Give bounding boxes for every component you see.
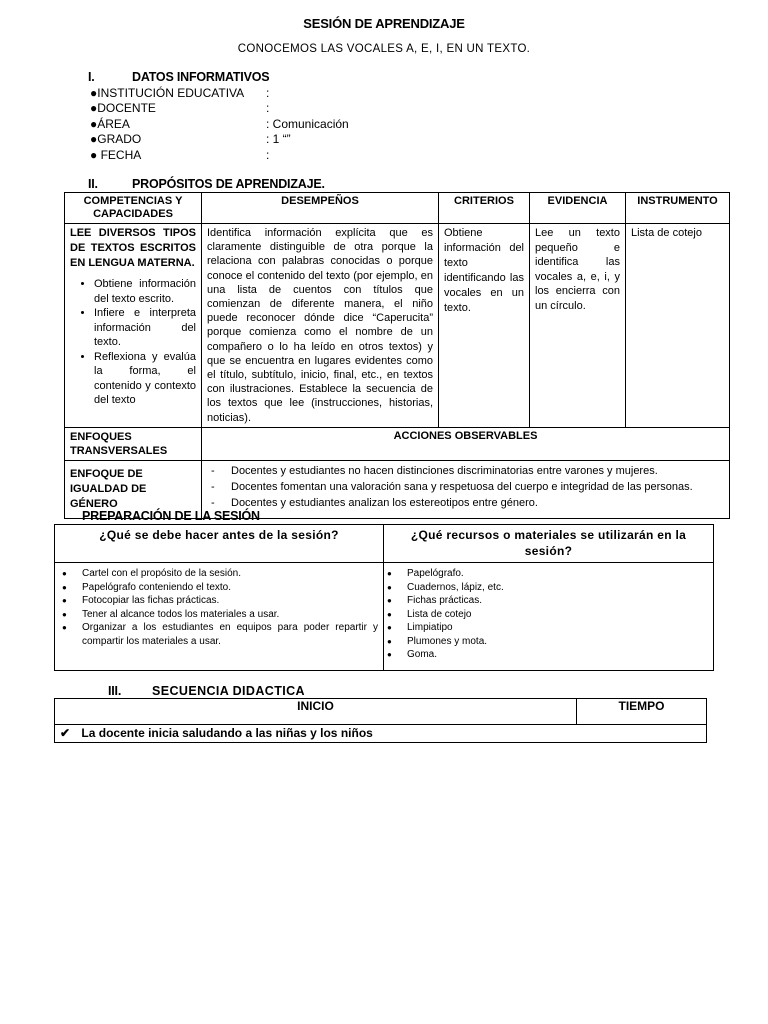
info-value: : 1 “” — [266, 132, 291, 146]
antes-cell — [55, 563, 384, 671]
header-evidencia: EVIDENCIA — [530, 193, 626, 224]
antes-item: ● Papelógrafo conteniendo el texto. — [82, 581, 378, 595]
antes-item: ● Fotocopiar las fichas prácticas. — [82, 594, 378, 608]
page-title: SESIÓN DE APRENDIZAJE — [303, 16, 465, 31]
instrumento-cell: Lista de cotejo — [626, 224, 730, 428]
antes-item: ● Cartel con el propósito de la sesión. — [82, 567, 378, 581]
header-instrumento: INSTRUMENTO — [626, 193, 730, 224]
preparacion-col2-header: ¿Qué recursos o materiales se utilizarán en la sesión? — [384, 525, 714, 563]
preparacion-col1-header: ¿Qué se debe hacer antes de la sesión? — [55, 525, 384, 563]
recurso-item: ● Cuadernos, lápiz, etc. — [407, 581, 708, 595]
preparacion-title: PREPARACIÓN DE LA SESIÓN — [82, 509, 260, 523]
info-label: ●DOCENTE — [90, 101, 156, 115]
enfoque-cell: ENFOQUE DE IGUALDAD DE GÉNERO — [65, 460, 202, 518]
page-subtitle: CONOCEMOS LAS VOCALES A, E, I, EN UN TEXTO. — [237, 43, 531, 55]
section3-title: SECUENCIA DIDACTICA — [152, 684, 305, 698]
propositos-table — [64, 192, 730, 519]
capacidades-list — [70, 277, 196, 408]
accion-item: - Docentes y estudiantes no hacen distinciones discriminatorias entre varones y mujeres. — [207, 463, 724, 479]
info-value: : — [266, 86, 270, 100]
info-label: ●INSTITUCIÓN EDUCATIVA — [90, 86, 245, 100]
checkmark-icon: ✔ — [60, 726, 71, 740]
criterio-cell: Obtiene información del texto identificando las vocales en un texto. — [439, 224, 530, 428]
info-value: : — [266, 101, 270, 115]
acciones-cell — [202, 460, 730, 518]
capacidad-item: • Reflexiona y evalúa la forma, el contenido y contexto del texto — [94, 350, 196, 408]
info-value: : — [266, 148, 270, 162]
header-criterios: CRITERIOS — [439, 193, 530, 224]
first-step-row — [55, 725, 707, 743]
inicio-header: INICIO — [55, 699, 577, 725]
recurso-item: ● Fichas prácticas. — [407, 594, 708, 608]
recurso-item: ● Plumones y mota. — [407, 635, 708, 649]
info-value: : Comunicación — [266, 117, 349, 131]
accion-item: - Docentes y estudiantes analizan los estereotipos entre género. — [207, 495, 724, 511]
section1-number: I. — [88, 70, 95, 84]
recurso-item: ● Limpiatipo — [407, 621, 708, 635]
competencia-cell — [65, 224, 202, 428]
enfoques-header: ENFOQUES TRANSVERSALES — [65, 427, 202, 460]
tiempo-header: TIEMPO — [577, 699, 707, 725]
recursos-cell — [384, 563, 714, 671]
header-competencias: COMPETENCIAS Y CAPACIDADES — [65, 193, 202, 224]
section2-title: PROPÓSITOS DE APRENDIZAJE. — [132, 177, 325, 191]
secuencia-table — [54, 698, 707, 743]
header-desempenos: DESEMPEÑOS — [202, 193, 439, 224]
first-step-text: La docente inicia saludando a las niñas y los niños — [81, 726, 373, 740]
evidencia-cell: Lee un texto pequeño e identifica las vocales a, e, i, y los encierra con un círculo. — [530, 224, 626, 428]
recurso-item: ● Lista de cotejo — [407, 608, 708, 622]
preparacion-table — [54, 524, 714, 671]
desempeno-cell: Identifica información explícita que es claramente distinguible de otra porque la relaciona con palabras conocidas o porque conoce el contenido del texto (por ejemplo, en una lista de cuentos con títulos que comienzan de diferente manera, el niño puede reconocer dónde dice “Caperucita” porque comienza como el nombre de un compañero o lo ha leído en otros textos) y que se encuentra en lugares evidentes como el título, subtítulo, inicio, final, etc., en textos con ilustraciones. Establece la secuencia de los textos que lee (instrucciones, historias, noticias). — [202, 224, 439, 428]
section2-number: II. — [88, 177, 98, 191]
antes-item: ● Tener al alcance todos los materiales a usar. — [82, 608, 378, 622]
acciones-header: ACCIONES OBSERVABLES — [202, 427, 730, 460]
competencia-text: LEE DIVERSOS TIPOS DE TEXTOS ESCRITOS EN LENGUA MATERNA. — [70, 227, 196, 269]
info-label: ●ÁREA — [90, 117, 130, 131]
antes-item: ● Organizar a los estudiantes en equipos para poder repartir y compartir los materiales a usar. — [82, 621, 378, 648]
recurso-item: ● Papelógrafo. — [407, 567, 708, 581]
recurso-item: ● Goma. — [407, 648, 708, 662]
info-label: ● FECHA — [90, 148, 142, 162]
capacidad-item: • Obtiene información del texto escrito. — [94, 277, 196, 306]
section3-number: III. — [108, 684, 122, 698]
capacidad-item: • Infiere e interpreta información del texto. — [94, 306, 196, 350]
section1-title: DATOS INFORMATIVOS — [132, 70, 270, 84]
accion-item: - Docentes fomentan una valoración sana y respetuosa del cuerpo e integridad de las personas. — [207, 479, 724, 495]
info-label: ●GRADO — [90, 132, 142, 146]
